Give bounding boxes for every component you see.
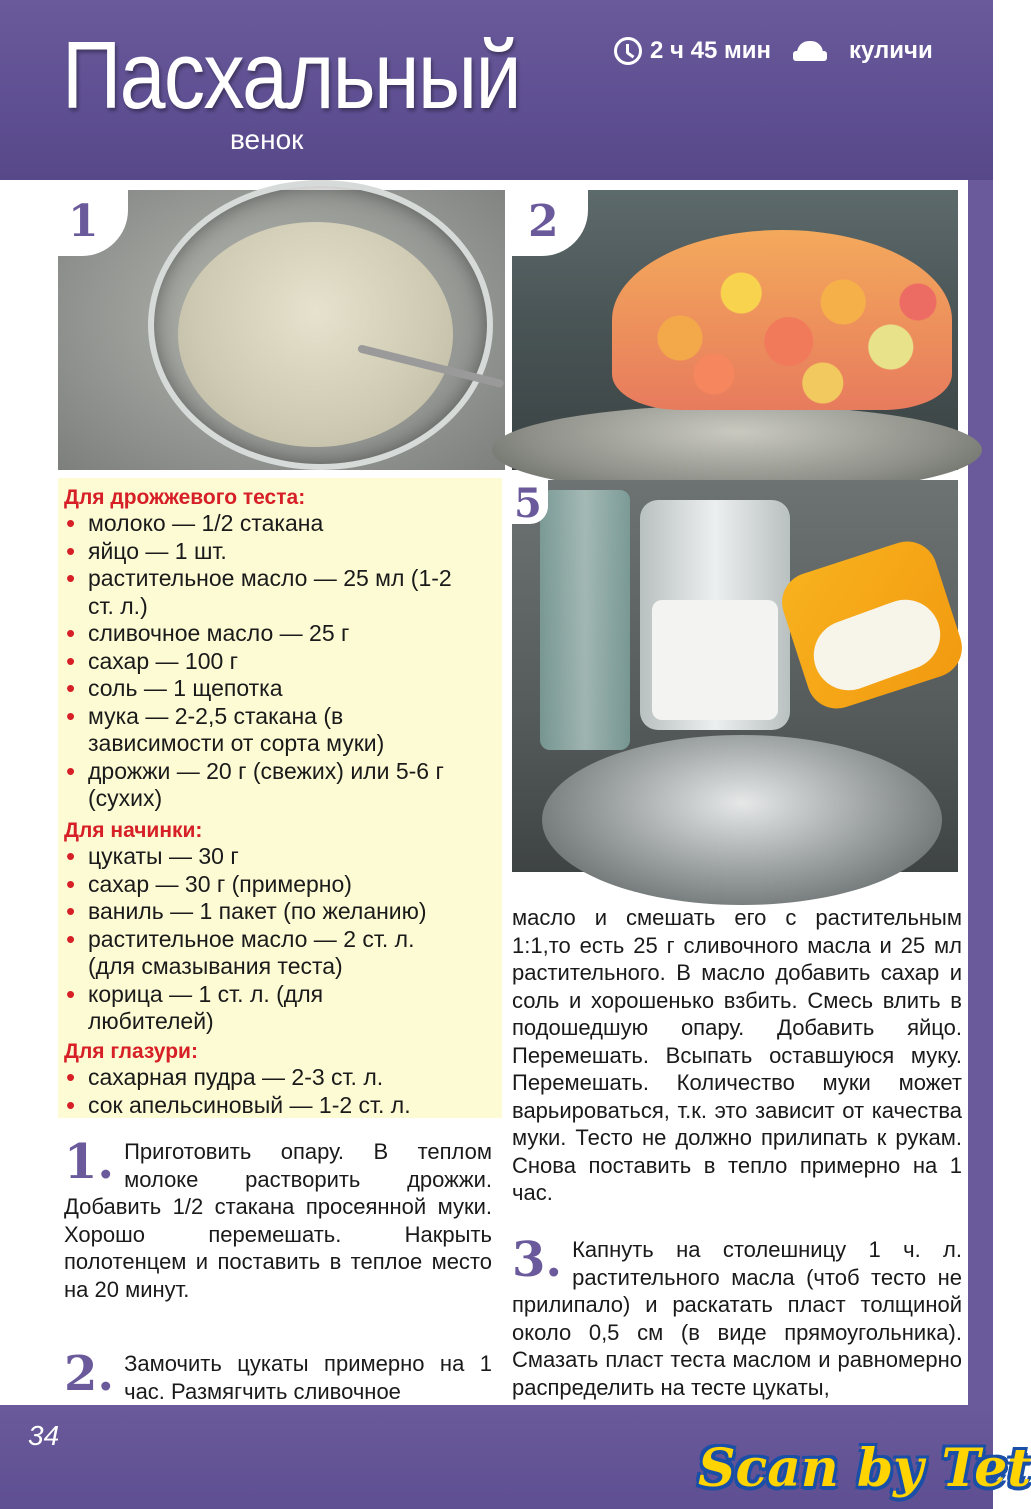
batter — [178, 222, 453, 447]
page-number: 34 — [28, 1420, 60, 1451]
list-item: • ваниль — 1 пакет (по желанию) — [58, 898, 502, 926]
list-item: • сливочное масло — 25 г — [58, 620, 502, 648]
recipe-category: куличи — [848, 37, 933, 64]
photo-label-1: 1 — [58, 190, 128, 256]
list-item: • сахар — 100 г — [58, 648, 502, 676]
ingredients-heading: Для начинки: — [64, 819, 203, 842]
recipe-meta — [614, 34, 933, 68]
list-item: • растительное масло — 25 мл (1-2 ст. л.) — [58, 565, 458, 620]
list-item: • сахар — 30 г (примерно) — [58, 871, 502, 899]
step-3 — [512, 1232, 962, 1401]
photo-step-1 — [58, 190, 505, 470]
step-text: Капнуть на столешницу 1 ч. л. растительного масла (чтоб тесто не прилипало) и раскатать пласт толщиной около 0,5 см (в виде прямоугольника). Смазать пласт теста маслом и равномерно распределить на тесте цукаты, — [512, 1237, 962, 1400]
list-item: • дрожжи — 20 г (свежих) или 5-6 г (сухих) — [58, 758, 448, 813]
step-number: 3. — [512, 1232, 563, 1288]
ingredients-heading: Для дрожжевого теста: — [64, 486, 306, 509]
list-item: • мука — 2-2,5 стакана (в зависимости от сорта муки) — [58, 703, 438, 758]
step-2 — [64, 1346, 492, 1405]
scan-watermark: Scan by Tet — [698, 1438, 1031, 1499]
recipe-subtitle: венок — [230, 124, 304, 155]
clock-icon — [614, 37, 642, 65]
list-item: • сок апельсиновый — 1-2 ст. л. — [58, 1092, 502, 1120]
metal-bowl — [542, 735, 942, 905]
filling-ingredients — [58, 819, 502, 1036]
cook-time: 2 ч 45 мин — [650, 37, 771, 64]
ingredients-heading: Для глазури: — [64, 1040, 198, 1063]
photo-step-5 — [512, 480, 958, 872]
list-item: • яйцо — 1 шт. — [58, 538, 502, 566]
step-1 — [64, 1134, 492, 1303]
step-number: 1. — [64, 1134, 115, 1190]
list-item: • растительное масло — 2 ст. л. (для смазывания теста) — [58, 926, 458, 981]
list-item: • соль — 1 щепотка — [58, 675, 502, 703]
candied-fruit — [612, 230, 952, 410]
list-item: • цукаты — 30 г — [58, 843, 502, 871]
step-2-continued: масло и смешать его с растительным 1:1,то есть 25 г сливочного масла и 25 мл растительного. В масло добавить сахар и соль и хорошенько взбить. Смесь влить в подошедшую опару. Добавить яйцо. Перемешать. Всыпать оставшуюся муку. Перемешать. Количество муки может варьироваться, т.к. это зависит от качества муки. Тесто не должно прилипать к рукам. Снова поставить в тепло примерно на 1 час. — [512, 905, 962, 1205]
step-number: 2. — [64, 1346, 115, 1402]
cake-icon — [793, 41, 827, 61]
list-item: • сахарная пудра — 2-3 ст. л. — [58, 1064, 502, 1092]
ingredients-panel — [58, 478, 502, 1118]
dough-ingredients — [58, 486, 502, 813]
recipe-title: Пасхальный — [62, 22, 520, 129]
list-item: • молоко — 1/2 стакана — [58, 510, 502, 538]
glass-bottle — [540, 490, 630, 750]
photo-label-2: 2 — [512, 190, 588, 256]
list-item: • корица — 1 ст. л. (для любителей) — [58, 981, 358, 1036]
step-text: Приготовить опару. В теплом молоке растворить дрожжи. Добавить 1/2 стакана просеянной муки. Хорошо перемешать. Накрыть полотенцем и поставить в теплое место на 20 минут. — [64, 1139, 492, 1302]
step-text: Замочить цукаты примерно на 1 час. Размягчить сливочное — [124, 1351, 492, 1404]
photo-label-5: 5 — [512, 480, 548, 524]
right-border-band — [968, 180, 993, 1405]
sugar — [652, 600, 778, 720]
glaze-ingredients — [58, 1040, 502, 1119]
